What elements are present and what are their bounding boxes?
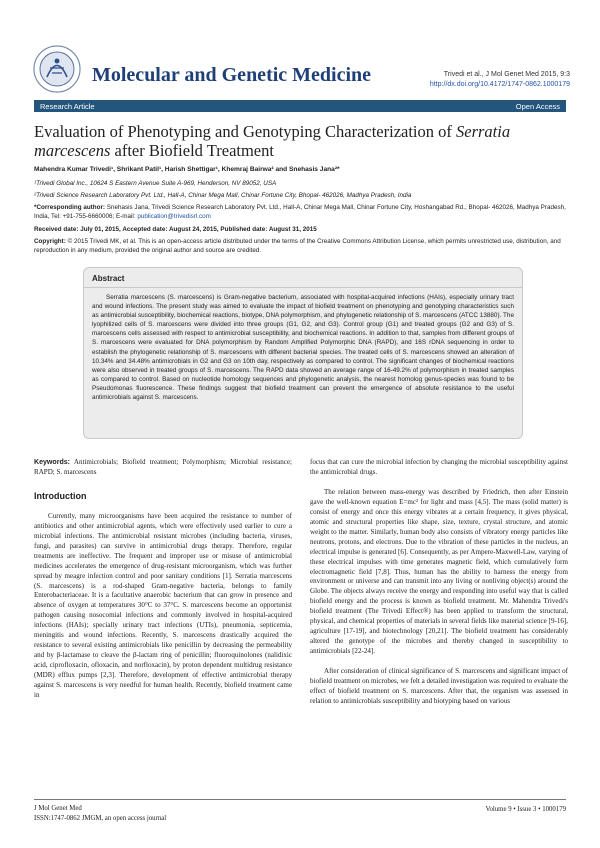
citation-block bbox=[430, 70, 570, 90]
affiliation-2: ²Trivedi Science Research Laboratory Pvt. Ltd., Hall-A, Chinar Mega Mall, Chinar Fortune City, Bhopal- 462026, Madhya Pradesh, India bbox=[34, 192, 412, 199]
footer-volume: Volume 9 • Issue 3 • 1000179 bbox=[485, 806, 566, 813]
footer-journal: J Mol Genet Med bbox=[34, 805, 82, 812]
author-list: Mahendra Kumar Trivedi¹, Shrikant Patil¹, Harish Shettigar¹, Khemraj Bairwa² and Snehasis Jana²* bbox=[34, 166, 340, 173]
doi-link[interactable]: http://dx.doi.org/10.4172/1747-0862.1000179 bbox=[429, 81, 570, 88]
copyright: Copyright: © 2015 Trivedi MK, et al. This is an open-access article distributed under the terms of the Creative Commons Attribution License, which permits unrestricted use, distribution, and reproduction in any medium, provided the original author and source are credited. bbox=[34, 238, 561, 254]
journal-logo bbox=[32, 44, 82, 94]
affiliation-1: ¹Trivedi Global Inc., 10624 S Eastern Avenue Suite A-969, Henderson, NV 89052, USA bbox=[34, 180, 277, 187]
abstract-divider bbox=[84, 287, 522, 288]
journal-title: Molecular and Genetic Medicine bbox=[92, 64, 372, 86]
access-label: Open Access bbox=[515, 101, 560, 111]
abstract-heading: Abstract bbox=[92, 274, 125, 283]
footer-left bbox=[34, 804, 166, 824]
footer-issn: ISSN:1747-0862 JMGM, an open access journal bbox=[34, 815, 167, 822]
abstract-box bbox=[83, 267, 523, 439]
intro-paragraph-3: The relation between mass-energy was described by Friedrich, then after Einstein gave the well-known equation E=mc² for light and mass [4,5]. The mass (solid matter) is consist of energy and once this energy vibrates at a certain frequency, it gives physical, atomic and structural properties like shape, size, texture, crystal structure, and atomic weight to the matter. Similarly, human body also consists of vibratory energy particles like neutrons, protons, and electrons. Due to the vibration of these particles in the nucleus, an electrical impulse is generated [6]. Consequently, as per Ampere-Maxwell-Law, varying of these electrical impulses with time generates magnetic field, which cumulatively form electromagnetic field [7,8]. Thus, human has the ability to harness the energy from environment or universe and can transmit into any living or nonliving object(s) around the Globe. The objects always receive the energy and responding into useful way that is called biofield energy and the process is known as biofield treatment. Mr. Mahendra Trivedi's biofield treatment (The Trivedi Effect®) has been applied to transform the structural, physical, and chemical properties of materials in several fields like material science [9-16], agriculture [17-19], and biotechnology [20,21]. The biofield treatment has considerably altered the genotype of the microbes and thereby changed in susceptibility to antimicrobials [22-24]. bbox=[310, 487, 568, 656]
section-bar bbox=[34, 100, 566, 112]
email-link[interactable]: publication@trivedisrl.com bbox=[137, 213, 211, 220]
introduction-heading: Introduction bbox=[34, 490, 87, 501]
section-label: Research Article bbox=[40, 101, 95, 111]
right-column bbox=[310, 458, 568, 707]
citation: Trivedi et al., J Mol Genet Med 2015, 9:3 bbox=[443, 71, 570, 78]
article-dates: Received date: July 01, 2015, Accepted date: August 24, 2015, Published date: August 31, 2015 bbox=[34, 226, 317, 233]
keywords: Keywords: Antimicrobials; Biofield treatment; Polymorphism; Microbial resistance; RAPD; S. marcescens bbox=[34, 458, 292, 476]
intro-paragraph-2: focus that can cure the microbial infection by changing the microbial susceptibility against the antimicrobial drugs. bbox=[310, 458, 568, 476]
left-column bbox=[34, 458, 292, 701]
abstract-text: Serratia marcescens (S. marcescens) is Gram-negative bacterium, associated with hospital-acquired infections (HAIs), especially urinary tract and wound infections. The present study was aimed to evaluate the impact of biofield treatment on phenotyping and genotyping characteristics such as antimicrobial susceptibility, biochemical reactions, biotype, DNA polymorphism, and phylogenetic relationship of S. marcescens (ATCC 13880). The lyophilized cells of S. marcescens were divided into three groups (G1, G2, and G3). Control group (G1) and treated groups (G2 and G3) of S. marcescens cells assessed with respect to antimicrobial susceptibility, and biochemical reactions. In addition to that, samples from different groups of S. marcescens were evaluated for DNA polymorphism by Random Amplified Polymorphic DNA (RAPD), and 16S rDNA sequencing in order to establish the phylogenetic relationship of S. marcescens with different bacterial species. The treated cells of S. marcescens showed an alteration of 10.34% and 34.48% antimicrobials in G2 and G3 on 10th day, respectively as compared to control. The significant changes of biochemical reactions were also observed in treated groups of S. marcescens. The RAPD data showed an average range of 16-49.2% of polymorphism in treated samples as compared to control. Based on nucleotide homology sequences and phylogenetic analysis, the nearest homolog genus-species was found to be Pseudomonas fluorescence. These findings suggest that biofield treatment can prevent the emergence of absolute resistance to the useful antimicrobials against S. marcescens. bbox=[92, 294, 514, 402]
intro-paragraph-1: Currently, many microorganisms have been acquired the resistance to number of antibiotics and other antimicrobial agents, which were effectively used earlier to cure a microbial infections. The antimicrobial resistant microbes (including bacteria, viruses, fungi, and parasites) can survive in antimicrobial drugs therapy. Therefore, regular treatments are ineffective. The frequent and improper use or misuse of antimicrobial medicines accelerates the emergence of drug-resistant microorganism, which was further spread by meagre infection control and poor sanitary conditions [1]. Serratia marcescens (S. marcescens) is a rod-shaped Gram-negative bacteria, belongs to family Enterobacteriaceae. It is a facultative anaerobic bacterium that can grow in presence and absence of oxygen at temperatures 30°C to 37°C. S. marcescens become an opportunist pathogen causing nosocomial infections and commonly involved in hospital-acquired infections (HAIs); specially urinary tract infections (UTIs), pneumonia, septicemia, meningitis and wound infections. Recently, S. marcescens drastically acquired the resistance to several existing antimicrobials like penicillin by decreasing the permeability and by β-lactamase to cleave the β-lactam ring of penicillin; fluoroquinolones (nalidixic acid, ciprofloxacin, ofloxacin, and norfloxacin), by proton dependent multidrug resistance (MDR) efflux pumps [2,3]. Therefore, development of effective antimicrobial therapy against S. marcescens is very needful for human health. Recently, biofield treatment came in bbox=[34, 511, 292, 700]
footer-divider bbox=[34, 799, 566, 800]
intro-paragraph-4: After consideration of clinical significance of S. marcescens and significant impact of biofield treatment on microbes, we felt a detailed investigation was required to evaluate the effect of biofield treatment on S. marcescens. After that, the organism was assessed in relation to antimicrobials susceptibility and biotyping based on various bbox=[310, 667, 568, 705]
corresponding-author: *Corresponding author: Snehasis Jana, Trivedi Science Research Laboratory Pvt. Ltd., Hall-A, Chinar Mega Mall, Chinar Fortune City, Hoshangabad Rd., Bhopal- 462026, Madhya Pradesh, India, Tel: +91-755-6660006; E-mail: publication@trivedisrl.com bbox=[34, 204, 566, 220]
article-title: Evaluation of Phenotyping and Genotyping Characterization of Serratia marcescens after Biofield Treatment bbox=[34, 122, 511, 160]
